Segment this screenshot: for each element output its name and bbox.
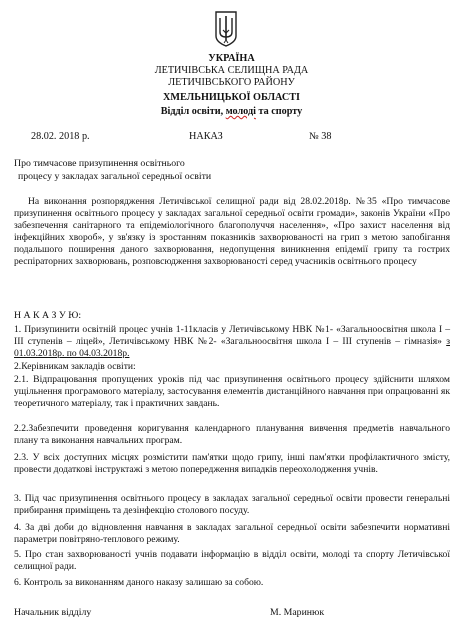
department-part-2: молоді: [225, 106, 256, 117]
subject-line-2: процесу у закладах загальної середньої освіти: [18, 171, 212, 182]
signature-name: М. Маринюк: [270, 607, 325, 618]
order-item-2-3: 2.3. У всіх доступних місцях розмістити пам'ятки щодо грипу, інші пам'ятки профілактичного змісту, провести додаткові інструктажі з метою попередження випадків переохолодження учнів.: [14, 452, 450, 476]
order-item-6: 6. Контроль за виконанням даного наказу залишаю за собою.: [14, 577, 264, 588]
order-item-3: 3. Під час призупинення освітнього процесу в закладах загальної середньої освіти провести генеральні прибирання приміщень та дезінфекцію столового посуду.: [14, 493, 450, 517]
region-title: ХМЕЛЬНИЦЬКОЇ ОБЛАСТІ: [163, 92, 300, 103]
order-item-2-1: 2.1. Відпрацювання пропущених уроків під час призупинення освітнього процесу здійснити шляхом ущільнення програмового матеріалу, застосування елементів дистанційного навчання при опрацюванні як теоретичного матеріалу, так і практичних завдань.: [14, 374, 450, 410]
department-part-3: та спорту: [258, 106, 303, 117]
order-label: Н А К А З У Ю:: [14, 310, 82, 321]
order-item-2: 2.Керівникам закладів освіти:: [14, 361, 136, 372]
council-title: ЛЕТИЧІВСЬКА СЕЛИЩНА РАДА: [154, 65, 309, 76]
order-item-5: 5. Про стан захворюваності учнів подавати інформацію в відділ освіти, молоді та спорту Летичівської селищної ради.: [14, 549, 450, 573]
trident-emblem-icon: [214, 10, 238, 48]
district-title: ЛЕТИЧІВСЬКОГО РАЙОНУ: [168, 77, 295, 88]
preamble-paragraph: На виконання розпорядження Летичівської селищної ради від 28.02.2018р. №35 «Про тимчасове призупинення освітнього процесу у закладах загальної середньої освіти громади», законів України «Про забезпечення санітарного та епідеміологічного благополуччя населення», «Про захист населення від інфекційних хвороб», у зв'язку із зростанням показників захворюваності на грип з метою запобігання подальшого поширення даного захворювання, недопущення виникнення епідемії грипу та гострих респіраторних захворювань, розповсюдження захворюваності серед учасників освітнього процесу: [14, 196, 450, 268]
department-title: [0, 106, 463, 118]
order-item-4: 4. За дві доби до відновлення навчання в закладах загальної середньої освіти забезпечити нормативні параметри повітряно-теплового режиму.: [14, 522, 450, 546]
subject-line-1: Про тимчасове призупинення освітнього: [14, 158, 185, 169]
item-1-text: 1. Призупинити освітній процес учнів 1-11класів у Летичівському НВК №1- «Загальноосвітня школа І – ІІІ ступенів – ліцей», Летичівському НВК №2- «Загальноосвітня школа І – ІІІ ступенів – гімназія»: [14, 324, 450, 348]
order-type: НАКАЗ: [189, 131, 223, 142]
order-date: 28.02. 2018 р.: [31, 131, 90, 142]
order-item-2-2: 2.2.Забезпечити проведення коригування календарного планування вивчення предметів навчального плану та виконання навчальних програм.: [14, 423, 450, 447]
department-part-1: Відділ освіти,: [160, 106, 224, 117]
country-title: УКРАЇНА: [208, 53, 255, 64]
order-number: № 38: [309, 131, 332, 142]
signature-title: Начальник відділу: [14, 607, 92, 618]
order-item-1: [14, 324, 450, 360]
item-1-dates: з 01.03.2018р. по 04.03.2018р.: [14, 336, 450, 360]
